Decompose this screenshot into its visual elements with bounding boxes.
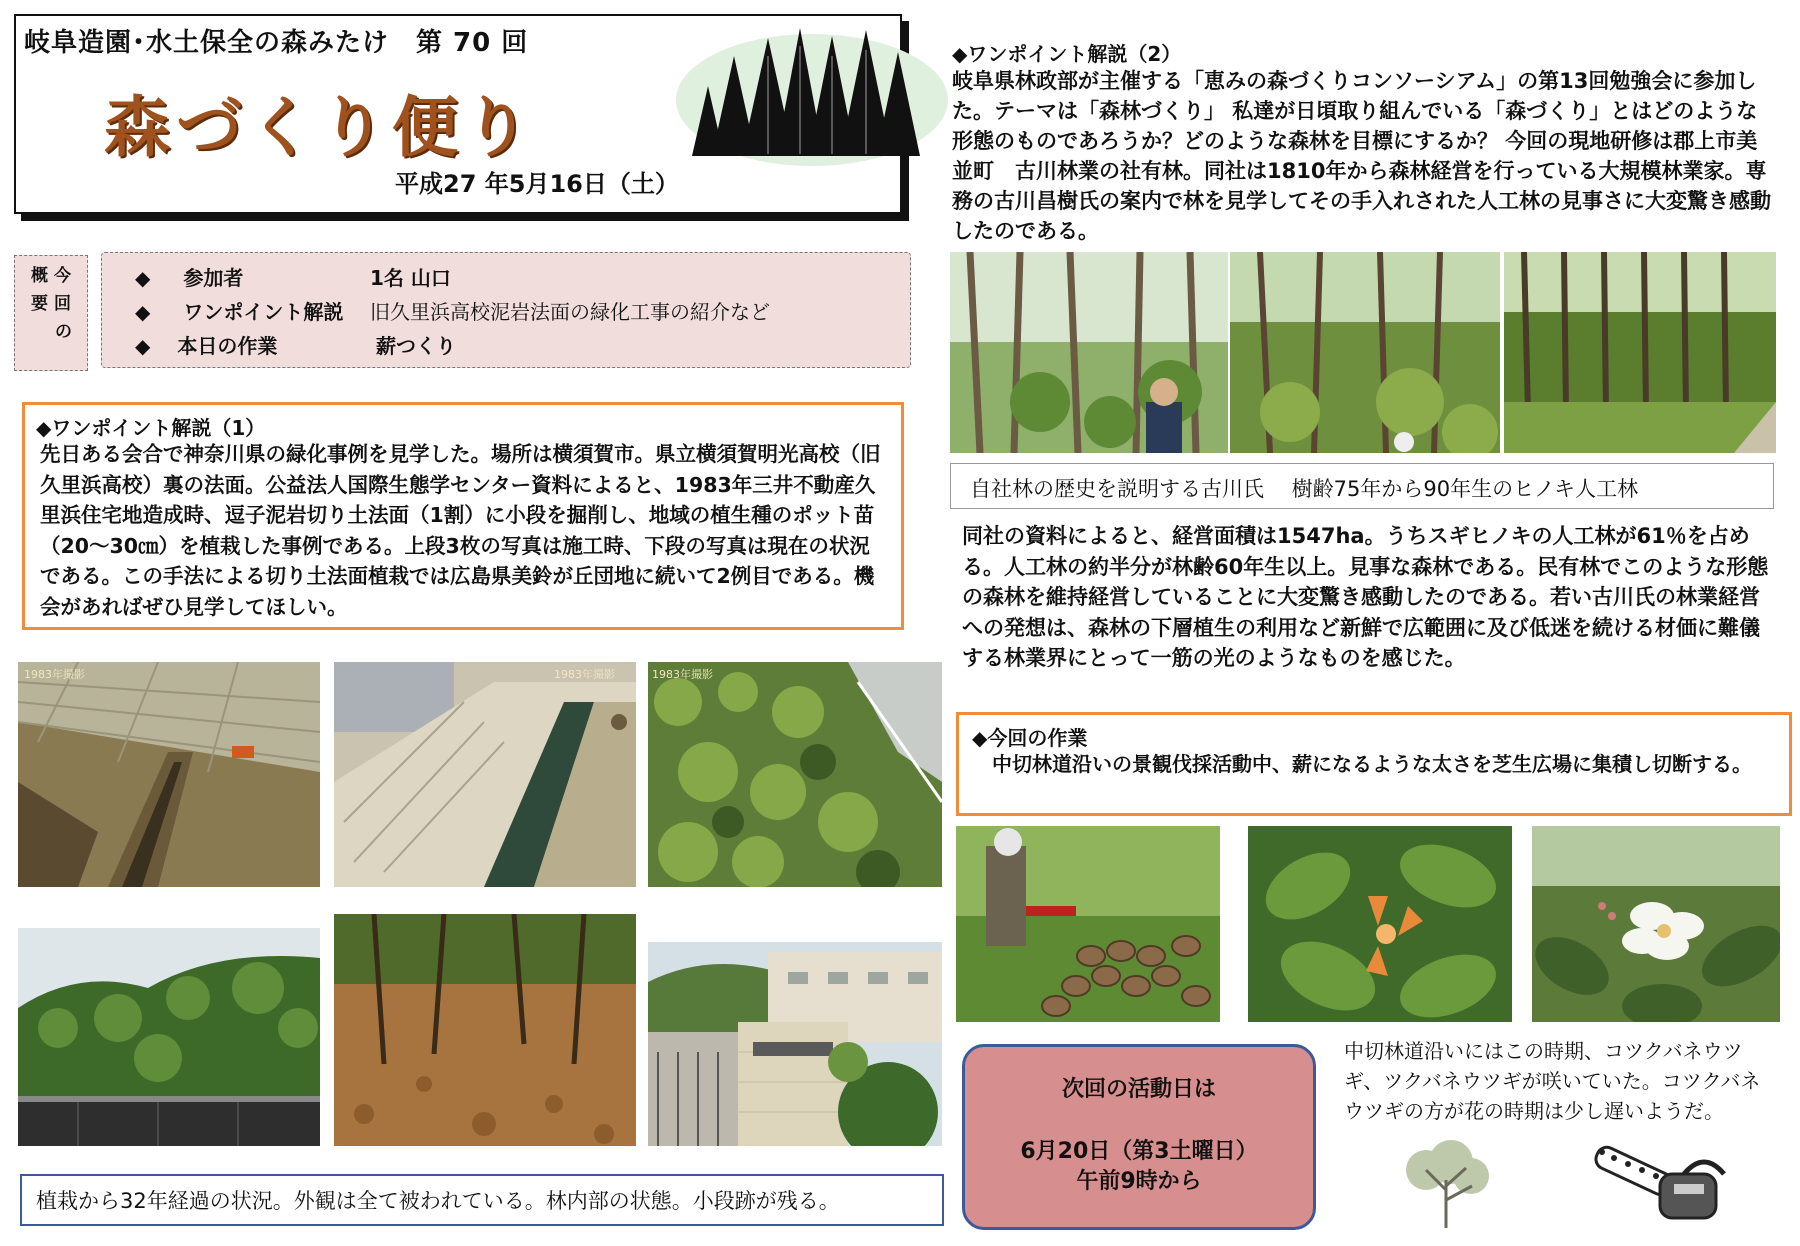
photo-hinoki-slope <box>1230 252 1500 453</box>
summary-item-onepoint <box>135 296 343 325</box>
summary-key: 本日の作業 <box>177 334 278 358</box>
furukawa-body-text: 同社の資料によると、経営面積は1547ha。うちスギヒノキの人工林が61％を占める。人工林の約半分が林齢60年生以上。見事な森林である。民有林でこのような形態の森林を維持経営していることに大変驚き感動したのである。若い古川氏の林業経営への発想は、森林の下層植生の利用など新鮮で広範囲に及び低迷を続ける材価に難儀する林業界にとって一筋の光のようなものを感じた。 <box>962 524 1769 670</box>
photo-furukawa-forest <box>950 252 1228 453</box>
summary-label-line: の <box>55 322 72 342</box>
photo-flower-kotsukubaneutsugi <box>1248 826 1512 1022</box>
chainsaw-icon <box>1584 1130 1734 1230</box>
summary-label-line: 概 今 <box>31 266 71 286</box>
summary-value: 1名 山口 <box>370 266 451 290</box>
photo-hill-now <box>18 928 320 1146</box>
caption-bottom-left: 植栽から32年経過の状況。外観は全て被われている。林内部の状態。小段跡が残る。 <box>36 1189 840 1213</box>
summary-value: 旧久里浜高校泥岩法面の緑化工事の紹介など <box>370 300 770 324</box>
summary-label-line: 要 回 <box>31 294 71 314</box>
tree-icon <box>1396 1140 1494 1230</box>
summary-item-participants <box>135 262 243 291</box>
summary-item-work <box>135 330 277 359</box>
photo-forest-floor <box>334 914 636 1146</box>
summary-bullet: ◆ <box>135 266 151 290</box>
onepoint1-text: 先日ある会合で神奈川県の緑化事例を見学した。場所は横須賀市。県立横須賀明光高校（旧久里浜高校）裏の法面。公益法人国際生態学センター資料によると、1983年三井不動産久里浜住宅地造成時、逗子泥岩切り土法面（1割）に小段を掘削し、地域の植生種のポット苗（20～30㎝）を植栽した事例である。上段3枚の写真は施工時、下段の写真は現在の状況である。この手法による切り土法面植栽では広島県美鈴が丘団地に続いて2例目である。機会があればぜひ見学してほしい。 <box>40 442 881 619</box>
next-activity-time: 午前9時から <box>1076 1169 1202 1194</box>
summary-value: 薪つくり <box>376 334 456 358</box>
conifer-trees-icon <box>672 16 948 166</box>
onepoint2-text: 岐阜県林政部が主催する「恵みの森づくりコンソーシアム」の第13回勉強会に参加した。テーマは「森林づくり」 私達が日頃取り組んでいる「森づくり」とはどのような形態のものであろうか？どのような森林を目標にするか？ 今回の現地研修は郡上市美並町 古川林業の社有林。同社は1810年から森林経営を行っている大規模林業家。専務の古川昌樹氏の案内で林を見学してその手入れされた人工林の見事さに大変驚き感動したのである。 <box>952 69 1771 243</box>
summary-bullet: ◆ <box>135 334 151 358</box>
newsletter-date: 平成27 年5月16日（土） <box>395 170 679 198</box>
onepoint2-title: ◆ワンポイント解説（2） <box>952 42 1182 66</box>
work-title: ◆今回の作業 <box>972 726 1088 750</box>
summary-key: 参加者 <box>183 266 244 290</box>
next-activity-date: 6月20日（第3土曜日） <box>1020 1139 1258 1164</box>
flower-note: 中切林道沿いにはこの時期、コツクバネウツギ、ツクバネウツギが咲いていた。コツクバネウツギの方が花の時期は少し遅いようだ。 <box>1344 1039 1761 1123</box>
next-activity-label: 次回の活動日は <box>1061 1077 1216 1102</box>
photo-slope-1983-b <box>334 662 636 887</box>
photo-flower-tsukubaneutsugi <box>1532 826 1780 1022</box>
caption-right: 自社林の歴史を説明する古川氏 樹齢75年から90年生のヒノキ人工林 <box>970 477 1639 501</box>
photo-slope-1983-c <box>648 662 942 887</box>
summary-bullet: ◆ <box>135 300 151 324</box>
summary-key: ワンポイント解説 <box>183 300 344 324</box>
onepoint1-title: ◆ワンポイント解説（1） <box>36 416 266 440</box>
work-text: 中切林道沿いの景観伐採活動中、薪になるような太さを芝生広場に集積し切断する。 <box>992 752 1752 776</box>
photo-label: 1983年撮影 <box>554 668 615 681</box>
photo-label: 1983年撮影 <box>652 668 713 681</box>
photo-firewood-cutting <box>956 826 1220 1022</box>
photo-slope-1983-a <box>18 662 320 887</box>
photo-school-gate <box>648 942 942 1146</box>
newsletter-series: 岐阜造園･水土保全の森みたけ 第 70 回 <box>24 28 529 58</box>
photo-plantation-road <box>1504 252 1776 453</box>
summary-label <box>22 262 80 346</box>
newsletter-title: 森づくり便り <box>104 89 536 166</box>
photo-label: 1983年撮影 <box>24 668 85 681</box>
